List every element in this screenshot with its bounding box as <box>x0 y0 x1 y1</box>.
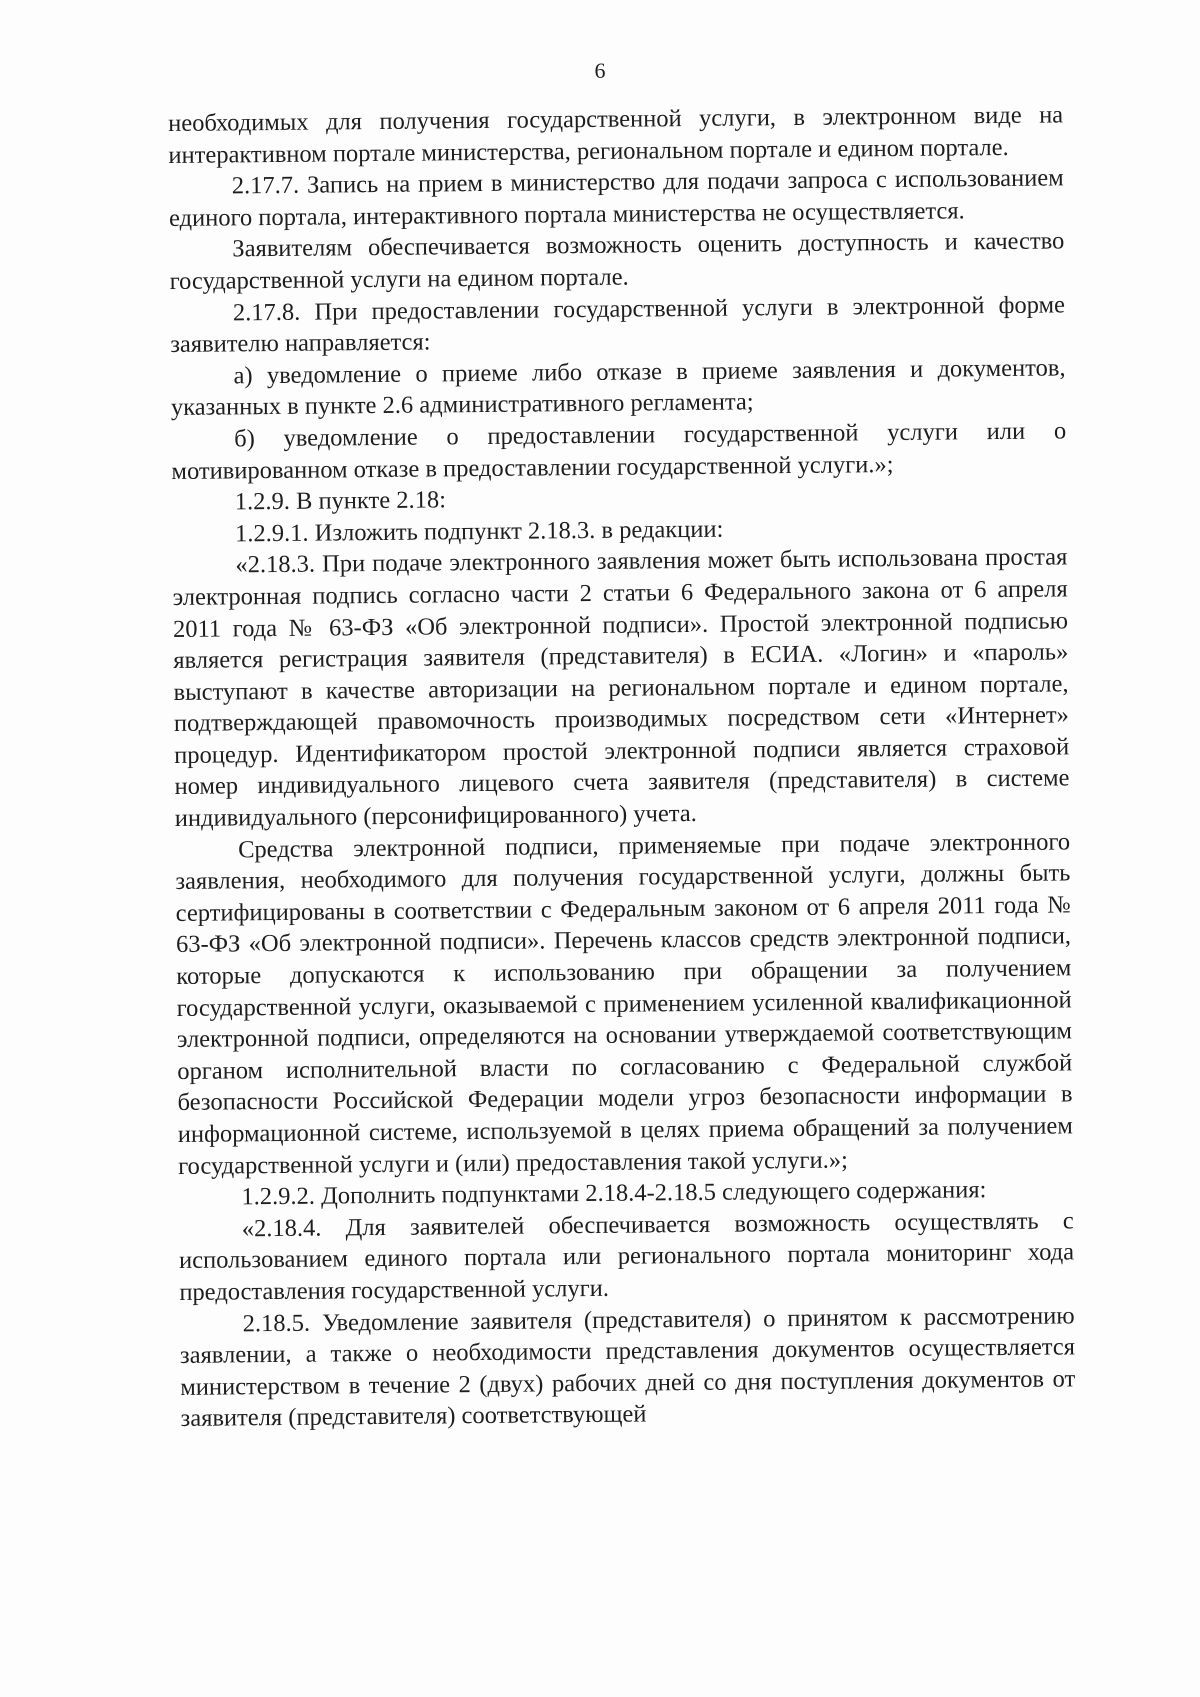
list-item-a: а) уведомление о приеме либо отказе в приеме заявления и документов, указанных в пункте 2.6 административного регламента; <box>170 354 1066 422</box>
document-body <box>168 99 1076 1434</box>
paragraph-2-17-7: 2.17.7. Запись на прием в министерство для подачи запроса с использованием единого портала, интерактивного портала министерства не осуществляется. <box>168 164 1064 232</box>
paragraph-1-2-9-2: 1.2.9.2. Дополнить подпунктами 2.18.4-2.18.5 следующего содержания: <box>241 1176 987 1211</box>
paragraph-signature-tools: Средства электронной подписи, применяемые при подаче электронного заявления, необходимого для получения государственной услуги, должны быть сертифицированы в соответствии с Федеральным законом от 6 апреля 2011 года № 63-ФЗ «Об электронной подписи». Перечень классов средств электронной подписи, которые допускаются к использованию при обращении за получением государственной услуги, оказываемой с применением усиленной квалификационной электронной подписи, определяются на основании утверждаемой соответствующим органом исполнительной власти по согласованию с Федеральной службой безопасности Российской Федерации модели угроз безопасности информации в информационной системе, используемой в целях приема обращений за получением государственной услуги и (или) предоставления такой услуги.»; <box>175 828 1073 1180</box>
list-item-b: б) уведомление о предоставлении государственной услуги или о мотивированном отказе в предоставлении государственной услуги.»; <box>171 417 1067 485</box>
paragraph-continuation: необходимых для получения государственной услуги, в электронном виде на интерактивном портале министерства, региональном портале и едином портале. <box>168 101 1064 169</box>
paragraph-quality-assessment: Заявителям обеспечивается возможность оценить доступность и качество государственной услуги на едином портале. <box>169 227 1065 295</box>
paragraph-2-17-8: 2.17.8. При предоставлении государственной услуги в электронной форме заявителю направляется: <box>170 290 1066 359</box>
paragraph-1-2-9: 1.2.9. В пункте 2.18: <box>234 486 447 516</box>
paragraph-2-18-3: «2.18.3. При подаче электронного заявления может быть использована простая электронная подпись согласно части 2 статьи 6 Федерального закона от 6 апреля 2011 года № 63-ФЗ «Об электронной подписи». Простой электронной подписью является регистрация заявителя (представителя) в ЕСИА. «Логин» и «пароль» выступают в качестве авторизации на региональном портале и едином портале, подтверждающей правомочность производимых посредством сети «Интернет» процедур. Идентификатором простой электронной подписи является страховой номер индивидуального лицевого счета заявителя (представителя) в системе индивидуального (персонифицированного) учета. <box>172 543 1070 833</box>
paragraph-2-18-5: 2.18.5. Уведомление заявителя (представителя) о принятом к рассмотрению заявлении, а также о необходимости представления документов осуществляется министерством в течение 2 (двух) рабочих дней со дня поступления документов от заявителя (представителя) соответствующей <box>179 1301 1076 1433</box>
paragraph-2-18-4: «2.18.4. Для заявителей обеспечивается возможность осуществлять с использованием единого портала или регионального портала мониторинг хода предоставления государственной услуги. <box>178 1207 1075 1306</box>
paragraph-1-2-9-1: 1.2.9.1. Изложить подпункт 2.18.3. в редакции: <box>234 515 724 548</box>
page-number: 6 <box>594 58 606 83</box>
